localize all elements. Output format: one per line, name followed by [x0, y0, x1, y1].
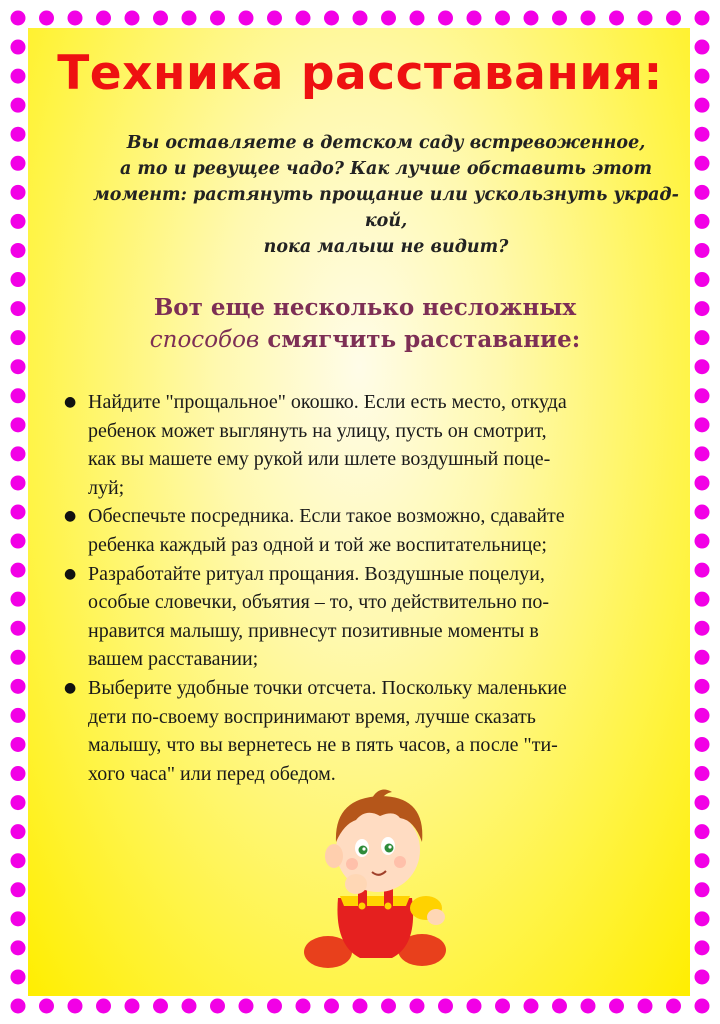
border-dot: [11, 475, 26, 490]
tip-line: ребенка каждый раз одной и той же воспитательнице;: [88, 533, 547, 556]
bullet-icon: ●: [64, 565, 77, 582]
border-dot: [11, 563, 26, 578]
intro-line: кой,: [364, 211, 408, 231]
right-cheek: [394, 856, 406, 868]
list-item: [62, 502, 687, 559]
border-dot: [11, 795, 26, 810]
border-dot: [695, 11, 710, 26]
border-dot: [695, 388, 710, 403]
border-dot: [11, 388, 26, 403]
border-dot: [11, 359, 26, 374]
border-dot: [182, 11, 197, 26]
tip-line: вашем расставании;: [88, 648, 259, 671]
border-dot: [609, 11, 624, 26]
border-dot: [296, 11, 311, 26]
border-dot: [695, 272, 710, 287]
border-dot: [11, 737, 26, 752]
intro-question: [92, 130, 680, 260]
border-dot: [11, 911, 26, 926]
tip-line: луй;: [88, 476, 125, 499]
left-button: [359, 903, 366, 910]
border-dot: [11, 853, 26, 868]
border-dot: [695, 766, 710, 781]
border-dot: [11, 446, 26, 461]
border-dot: [68, 999, 83, 1014]
tip-line: Разработайте ритуал прощания. Воздушные поцелуи,: [88, 562, 545, 585]
border-dot: [353, 999, 368, 1014]
border-dot: [182, 999, 197, 1014]
border-dot: [524, 11, 539, 26]
list-item: [62, 560, 687, 674]
border-dot: [438, 11, 453, 26]
border-dot: [524, 999, 539, 1014]
border-dot: [695, 156, 710, 171]
border-dot: [11, 679, 26, 694]
border-dot: [11, 505, 26, 520]
intro-line: а то и ревущее чадо? Как лучше обставить этот: [119, 159, 652, 179]
border-dot: [125, 11, 140, 26]
border-dot: [11, 243, 26, 258]
border-dot: [695, 911, 710, 926]
border-dot: [495, 999, 510, 1014]
border-dot: [695, 475, 710, 490]
overalls: [337, 898, 413, 958]
tip-text: [88, 502, 565, 559]
intro-line: момент: растянуть прощание или ускользнуть украд-: [93, 185, 679, 205]
tip-line: особые словечки, объятия – то, что действительно по-: [88, 591, 550, 614]
subtitle-line: [130, 324, 600, 356]
border-dot: [11, 417, 26, 432]
border-dot: [96, 999, 111, 1014]
border-dot: [695, 330, 710, 345]
border-dot: [609, 999, 624, 1014]
intro-line: пока малыш не видит?: [263, 237, 509, 257]
border-dot: [695, 999, 710, 1014]
border-dot: [410, 11, 425, 26]
border-dot: [695, 505, 710, 520]
border-dot: [11, 534, 26, 549]
border-dot: [552, 999, 567, 1014]
bullet-icon: ●: [64, 394, 77, 410]
tip-line: ребенок может выглянуть на улицу, пусть он смотрит,: [88, 419, 547, 442]
border-dot: [11, 940, 26, 955]
border-dot: [68, 11, 83, 26]
border-dot: [39, 999, 54, 1014]
border-dot: [11, 824, 26, 839]
tip-text: [88, 388, 567, 502]
border-dot: [153, 999, 168, 1014]
bullet-icon: ●: [64, 679, 77, 696]
border-dot: [11, 708, 26, 723]
list-item: [62, 388, 687, 502]
border-dot: [695, 127, 710, 142]
left-hand: [345, 874, 367, 894]
border-dot: [695, 534, 710, 549]
border-dot: [11, 592, 26, 607]
border-dot: [695, 621, 710, 636]
left-cheek: [346, 858, 358, 870]
border-dot: [467, 999, 482, 1014]
tip-line: Выберите удобные точки отсчета. Поскольку маленькие: [88, 676, 567, 699]
subtitle-emphasis: способов: [149, 327, 260, 353]
border-dot: [210, 11, 225, 26]
left-ear: [325, 844, 343, 868]
tip-line: Обеспечьте посредника. Если такое возможно, сдавайте: [88, 505, 565, 528]
border-dot: [324, 11, 339, 26]
border-dot: [695, 795, 710, 810]
border-dot: [11, 214, 26, 229]
border-dot: [666, 11, 681, 26]
border-dot: [581, 999, 596, 1014]
border-dot: [11, 127, 26, 142]
border-dot: [695, 243, 710, 258]
border-dot: [381, 11, 396, 26]
subtitle-line: Вот еще несколько несложных: [153, 294, 577, 321]
border-dot: [695, 446, 710, 461]
border-dot: [11, 301, 26, 316]
border-dot: [695, 592, 710, 607]
border-dot: [666, 999, 681, 1014]
border-dot: [410, 999, 425, 1014]
tip-line: хого часа" или перед обедом.: [88, 762, 336, 785]
border-dot: [695, 882, 710, 897]
border-dot: [695, 563, 710, 578]
border-dot: [695, 940, 710, 955]
shirt: [340, 896, 410, 906]
border-dot: [695, 969, 710, 984]
border-dot: [125, 999, 140, 1014]
tip-line: малышу, что вы вернетесь не в пять часов, а после "ти-: [88, 734, 558, 757]
border-dot: [638, 999, 653, 1014]
border-dot: [239, 11, 254, 26]
border-dot: [239, 999, 254, 1014]
border-dot: [381, 999, 396, 1014]
eye-shine: [388, 845, 391, 848]
tip-line: нравится малышу, привнесут позитивные моменты в: [88, 619, 539, 642]
intro-line: Вы оставляете в детском саду встревоженное,: [126, 133, 646, 153]
tip-text: [88, 560, 549, 674]
border-dot: [11, 272, 26, 287]
tip-line: как вы машете ему рукой или шлете воздушный поце-: [88, 448, 551, 471]
border-dot: [695, 679, 710, 694]
border-dot: [11, 330, 26, 345]
border-dot: [495, 11, 510, 26]
border-dot: [39, 11, 54, 26]
border-dot: [695, 417, 710, 432]
border-dot: [638, 11, 653, 26]
border-dot: [695, 185, 710, 200]
border-dot: [11, 621, 26, 636]
right-hand: [427, 909, 445, 925]
border-dot: [695, 824, 710, 839]
border-dot: [581, 11, 596, 26]
tips-list: [62, 388, 687, 788]
tip-line: Найдите "прощальное" окошко. Если есть место, откуда: [88, 391, 567, 413]
subtitle-rest: смягчить расставание:: [267, 326, 581, 353]
border-dot: [210, 999, 225, 1014]
border-dot: [695, 650, 710, 665]
section-subtitle: [130, 292, 600, 356]
border-dot: [438, 999, 453, 1014]
border-dot: [552, 11, 567, 26]
border-dot: [11, 185, 26, 200]
border-dot: [695, 214, 710, 229]
tip-line: дети по-своему воспринимают время, лучше сказать: [88, 705, 536, 728]
border-dot: [695, 359, 710, 374]
border-dot: [324, 999, 339, 1014]
border-dot: [267, 11, 282, 26]
boy-illustration-icon: [300, 780, 450, 980]
border-dot: [267, 999, 282, 1014]
border-dot: [11, 11, 26, 26]
border-dot: [695, 853, 710, 868]
border-dot: [695, 737, 710, 752]
page-title: Техника расставания:: [57, 46, 663, 101]
border-dot: [11, 650, 26, 665]
border-dot: [695, 708, 710, 723]
border-dot: [467, 11, 482, 26]
tip-text: [88, 674, 567, 788]
border-dot: [153, 11, 168, 26]
border-dot: [695, 301, 710, 316]
border-dot: [11, 766, 26, 781]
border-dot: [11, 156, 26, 171]
list-item: [62, 674, 687, 788]
border-dot: [11, 999, 26, 1014]
border-dot: [11, 969, 26, 984]
border-dot: [96, 11, 111, 26]
border-dot: [353, 11, 368, 26]
border-dot: [11, 882, 26, 897]
border-dot: [296, 999, 311, 1014]
eye-shine: [362, 847, 365, 850]
right-button: [385, 903, 392, 910]
bullet-icon: ●: [64, 508, 77, 525]
